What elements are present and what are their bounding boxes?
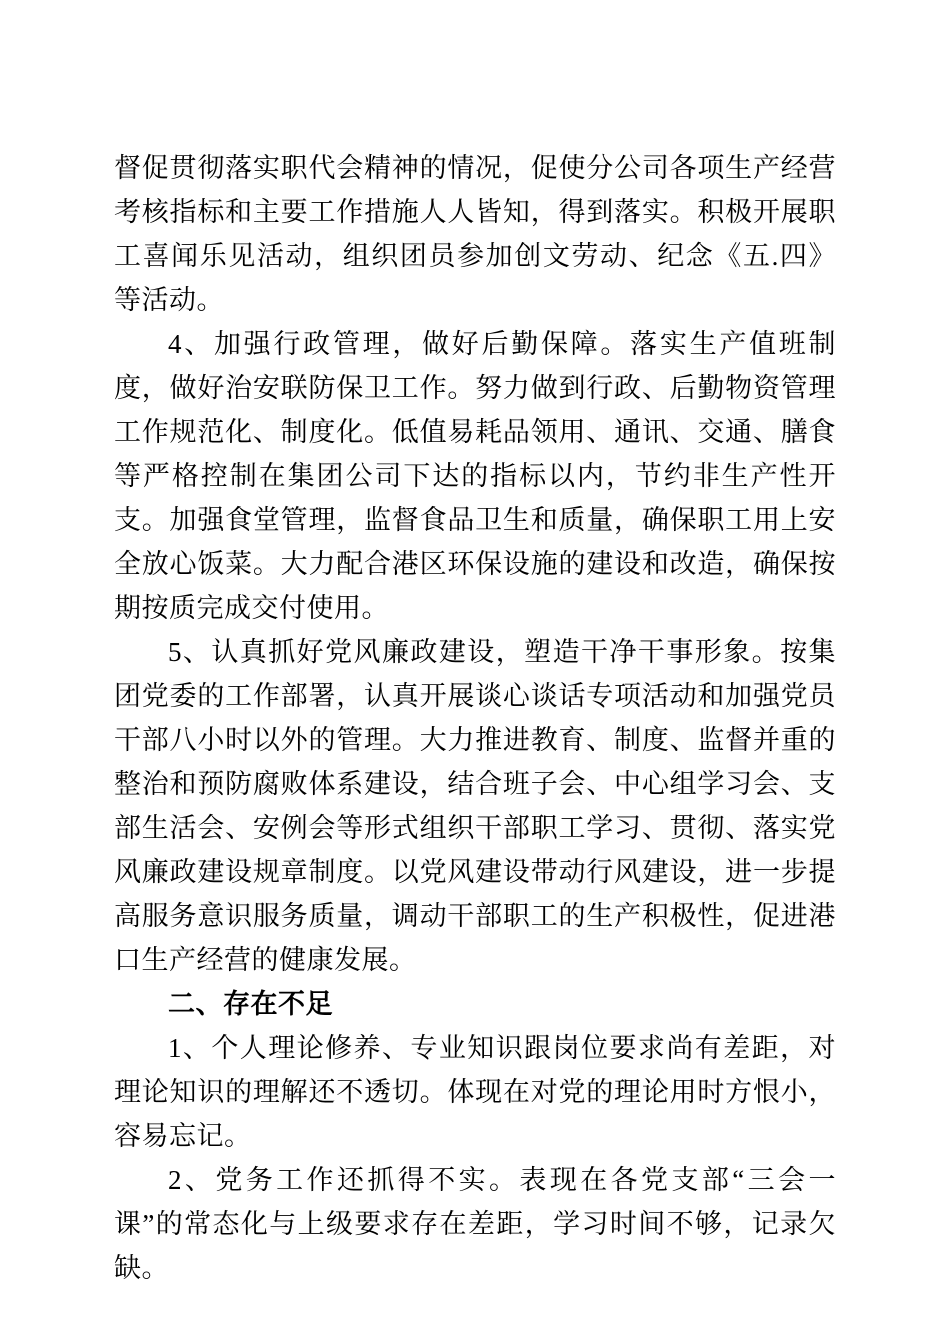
paragraph-shortcoming-2: 2、党务工作还抓得不实。表现在各党支部“三会一课”的常态化与上级要求存在差距，学习时间不够，记录欠缺。 xyxy=(114,1165,836,1283)
paragraph-item-4: 4、加强行政管理，做好后勤保障。落实生产值班制度，做好治安联防保卫工作。努力做到行政、后勤物资管理工作规范化、制度化。低值易耗品领用、通讯、交通、膳食等严格控制在集团公司下达的指标以内，节约非生产性开支。加强食堂管理，监督食品卫生和质量，确保职工用上安全放心饭菜。大力配合港区环保设施的建设和改造，确保按期按质完成交付使用。 xyxy=(114,329,836,623)
paragraph-shortcoming-1: 1、个人理论修养、专业知识跟岗位要求尚有差距，对理论知识的理解还不透切。体现在对党的理论用时方恨小，容易忘记。 xyxy=(114,1033,836,1151)
paragraph-continuation: 督促贯彻落实职代会精神的情况，促使分公司各项生产经营考核指标和主要工作措施人人皆知，得到落实。积极开展职工喜闻乐见活动，组织团员参加创文劳动、纪念《五.四》等活动。 xyxy=(114,153,836,315)
paragraph-item-5: 5、认真抓好党风廉政建设，塑造干净干事形象。按集团党委的工作部署，认真开展谈心谈话专项活动和加强党员干部八小时以外的管理。大力推进教育、制度、监督并重的整治和预防腐败体系建设，结合班子会、中心组学习会、支部生活会、安例会等形式组织干部职工学习、贯彻、落实党风廉政建设规章制度。以党风建设带动行风建设，进一步提高服务意识服务质量，调动干部职工的生产积极性，促进港口生产经营的健康发展。 xyxy=(114,637,836,975)
section-heading-shortcomings: 二、存在不足 xyxy=(168,989,333,1019)
